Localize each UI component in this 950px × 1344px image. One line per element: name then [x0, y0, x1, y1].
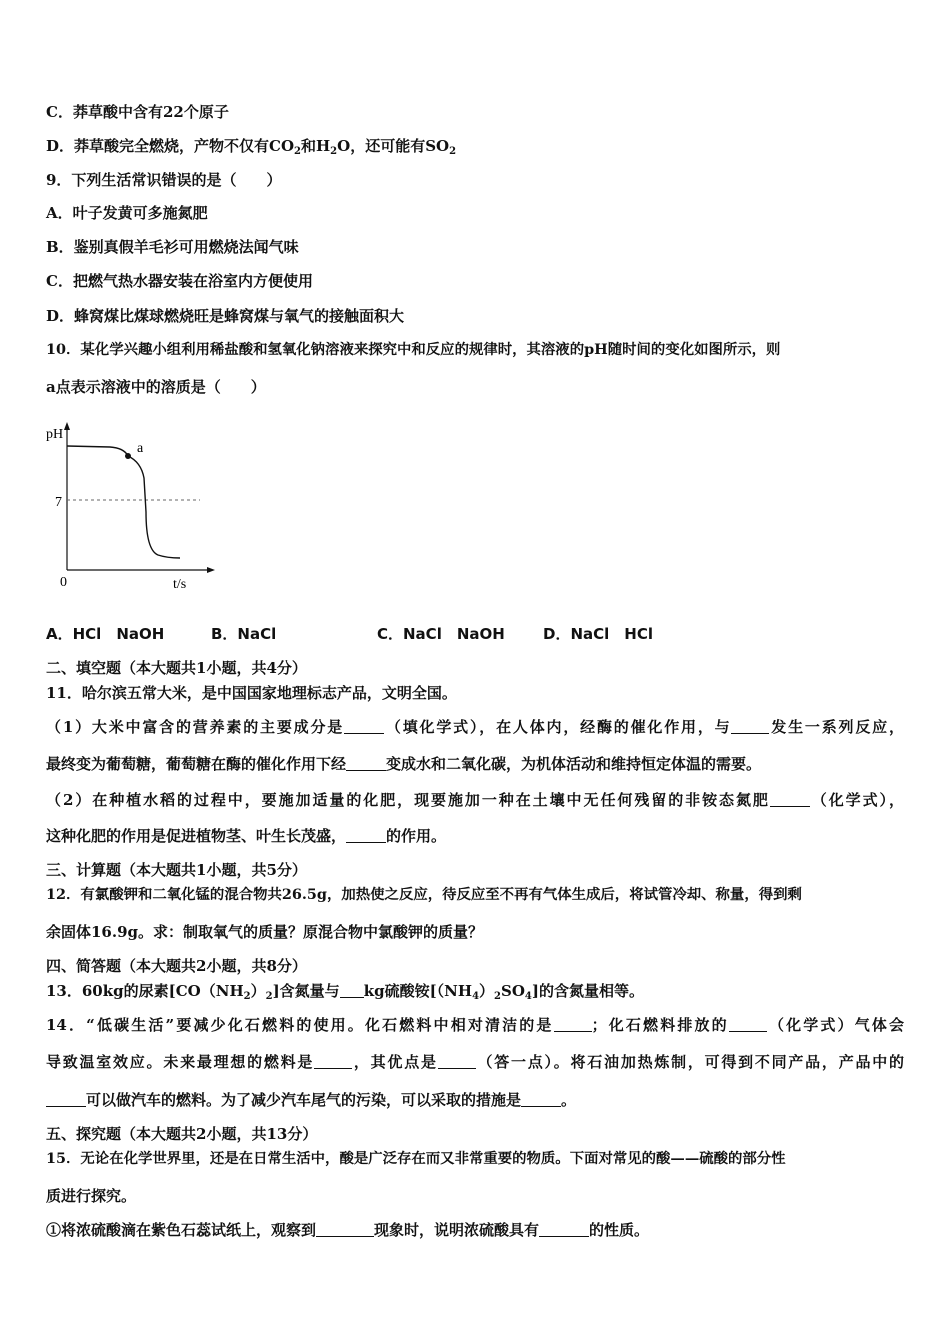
q10-stem-line1: 10．某化学兴趣小组利用稀盐酸和氢氧化钠溶液来探究中和反应的规律时，其溶液的pH随时间的变化如图所示，则 [46, 341, 781, 358]
q9-option-b: B．鉴别真假羊毛衫可用燃烧法闻气味 [46, 238, 299, 256]
q12-line2: 余固体16.9g。求：制取氧气的质量？原混合物中氯酸钾的质量？ [46, 923, 484, 941]
ph-time-graph [40, 420, 220, 595]
q11-part2-line1: （2）在种植水稻的过程中，要施加适量的化肥，现要施加一种在土壤中无任何残留的非铵态氮肥 （化学式）， [46, 791, 904, 809]
ph7-label: 7 [55, 495, 62, 510]
q11-part1-line1: （1）大米中富含的营养素的主要成分是 （填化学式），在人体内，经酶的催化作用，与 发生一系列反应， [46, 718, 904, 736]
q15-line2: 质进行探究。 [46, 1187, 137, 1205]
q12-line1: 12．有氯酸钾和二氧化锰的混合物共26.5g，加热使之反应，待反应至不再有气体生成后，将试管冷却、称量，得到剩 [46, 886, 802, 903]
point-a-label: a [137, 441, 144, 456]
q11-part1-line2: 最终变为葡萄糖，葡萄糖在酶的催化作用下经 变成水和二氧化碳，为机体活动和维持恒定体温的需要。 [46, 755, 762, 773]
q14-line1: 14．“低碳生活”要减少化石燃料的使用。化石燃料中相对清洁的是 ；化石燃料排放的 （化学式）气体会 [46, 1016, 904, 1034]
x-axis-label: t/s [173, 577, 187, 592]
origin-label: 0 [60, 575, 67, 590]
q10-option-b: B．NaCl [211, 625, 277, 643]
q13: 13．60kg的尿素$[CO(NH_2)_2]$含氮量与 kg硫酸铵$[(NH_4)_2SO_4]$的含氮量相等。 [46, 982, 644, 1002]
q10-stem-line2: a点表示溶液中的溶质是（ ） [46, 378, 266, 396]
point-a-marker [125, 453, 131, 459]
y-axis-label: pH [46, 427, 64, 442]
q9-stem: 9．下列生活常识错误的是（ ） [46, 171, 282, 189]
q15-item1: ①将浓硫酸滴在紫色石蕊试纸上，观察到 现象时，说明浓硫酸具有 的性质。 [46, 1221, 650, 1239]
section-5-title: 五、探究题（本大题共2小题，共13分） [46, 1125, 318, 1143]
section-2-title: 二、填空题（本大题共1小题，共4分） [46, 659, 307, 677]
ph-curve [67, 446, 180, 558]
q10-option-a: A．HCl NaOH [46, 625, 165, 643]
q14-line2: 导致温室效应。未来最理想的燃料是 ，其优点是 （答一点）。将石油加热炼制，可得到不同产品，产品中的 [46, 1053, 904, 1071]
section-3-title: 三、计算题（本大题共1小题，共5分） [46, 861, 307, 879]
q11-part2-line2: 这种化肥的作用是促进植物茎、叶生长茂盛， 的作用。 [46, 827, 447, 845]
q8-option-d: D．莽草酸完全燃烧，产物不仅有$CO_2$和$H_2O$，还可能有$SO_2$ [46, 137, 457, 157]
section-4-title: 四、简答题（本大题共2小题，共8分） [46, 957, 307, 975]
q9-option-c: C．把燃气热水器安装在浴室内方便使用 [46, 272, 313, 290]
q11-stem: 11．哈尔滨五常大米，是中国国家地理标志产品，文明全国。 [46, 684, 457, 702]
q14-line3: 可以做汽车的燃料。为了减少汽车尾气的污染，可以采取的措施是 。 [46, 1090, 576, 1110]
x-axis-arrow [207, 567, 215, 573]
q10-option-d: D．NaCl HCl [543, 625, 653, 643]
q9-option-d: D．蜂窝煤比煤球燃烧旺是蜂窝煤与氧气的接触面积大 [46, 307, 405, 325]
q10-option-c: C．NaCl NaOH [377, 625, 505, 643]
q8-option-c: C．莽草酸中含有22个原子 [46, 103, 229, 121]
y-axis-arrow [64, 422, 70, 430]
q15-line1: 15．无论在化学世界里，还是在日常生活中，酸是广泛存在而又非常重要的物质。下面对常见的酸——硫酸的部分性 [46, 1150, 786, 1167]
q9-option-a: A．叶子发黄可多施氮肥 [46, 204, 208, 222]
